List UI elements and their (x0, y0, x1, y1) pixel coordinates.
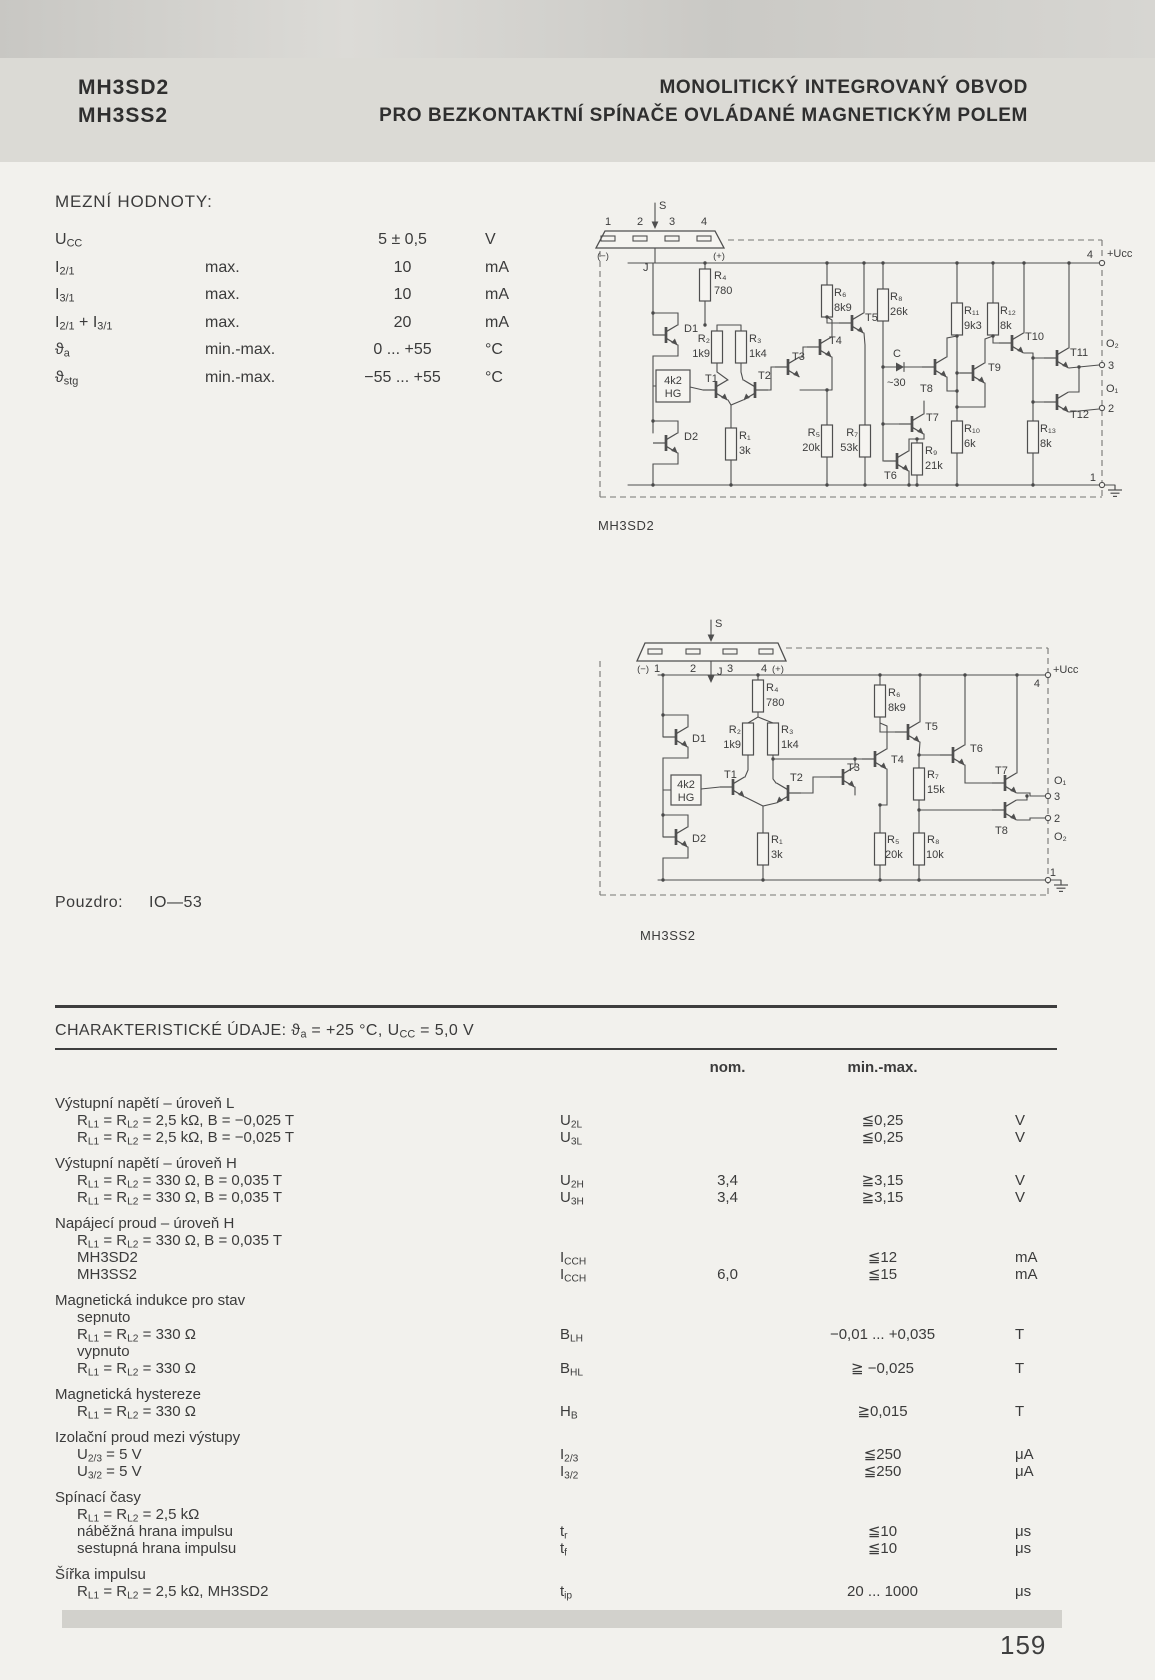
nom-value (675, 1343, 780, 1360)
section-header: Výstupní napětí – úroveň H (55, 1155, 237, 1172)
unit: V (1015, 1189, 1026, 1206)
condition: $R_{L1} = R_{L2} = 2,5$ kΩ, B = −0,025 T (77, 1112, 295, 1131)
table-row (55, 1463, 1065, 1480)
table-row (55, 1583, 1065, 1600)
column-header-nom: nom. (709, 1059, 746, 1076)
label-r13: R₁₃ (1040, 423, 1057, 435)
nom-value (675, 1326, 780, 1343)
page-title (379, 74, 1028, 130)
section-header: Magnetická hystereze (55, 1386, 201, 1403)
label-d1: D1 (684, 323, 699, 335)
section-header: Izolační proud mezi výstupy (55, 1429, 241, 1446)
table-row (55, 1506, 1065, 1523)
symbol: $t_f$ (560, 1540, 568, 1559)
label-plus: (+) (772, 664, 784, 675)
label-pin1: 1 (653, 663, 661, 675)
condition: $U_{3/2} = 5$ V (77, 1463, 142, 1482)
label-t3: T3 (847, 762, 860, 774)
minmax-value (780, 1506, 985, 1523)
label-t8: T8 (920, 383, 933, 395)
limits-table (55, 226, 575, 391)
nom-value (675, 1360, 780, 1377)
condition: sepnuto (77, 1309, 131, 1326)
minmax-value: ≧ −0,025 (850, 1360, 915, 1377)
symbol: $t_{ip}$ (560, 1583, 573, 1602)
symbol: $I_{2/3}$ (560, 1446, 579, 1465)
label-pin3: 3 (668, 216, 676, 228)
symbol: $I_{CCH}$ (560, 1249, 587, 1268)
table-row (55, 1403, 1065, 1420)
unit: T (1015, 1360, 1025, 1377)
nom-value (675, 1506, 780, 1523)
label-d2: D2 (684, 431, 699, 443)
condition: $R_{L1} = R_{L2} = 2,5$ kΩ, MH3SD2 (77, 1583, 269, 1602)
circuit-diagram-mh3sd2 (593, 195, 1138, 510)
minmax-value: ≦0,25 (861, 1112, 904, 1129)
label-t1: T1 (705, 373, 718, 385)
label-pin2: 2 (689, 663, 697, 675)
table-row (55, 1266, 1065, 1283)
symbol (560, 1232, 675, 1249)
section-header: Šířka impulsu (55, 1566, 146, 1583)
label-t4: T4 (829, 335, 842, 347)
minmax-value: ≧0,015 (857, 1403, 908, 1420)
label-j: J (717, 666, 723, 678)
symbol: $H_B$ (560, 1403, 578, 1422)
table-row (55, 1249, 1065, 1266)
limit-value: 5 ± 0,5 (378, 231, 427, 248)
limits-heading: MEZNÍ HODNOTY: (55, 192, 213, 211)
unit (985, 1232, 1065, 1249)
unit: V (1015, 1129, 1026, 1146)
condition: MH3SS2 (77, 1266, 138, 1283)
label-r3-value: 1k4 (749, 348, 767, 360)
nom-value: 3,4 (717, 1172, 738, 1189)
minmax-value (780, 1309, 985, 1326)
limit-qualifier: max. (205, 258, 240, 276)
label-r6-value: 8k9 (888, 702, 906, 714)
table-row (55, 1112, 1065, 1129)
table-row (55, 1232, 1065, 1249)
label-r10: R₁₀ (964, 423, 981, 435)
label-minus: (−) (597, 251, 609, 262)
label-r1: R₁ (739, 430, 751, 442)
label-ucc: +Ucc (1053, 664, 1079, 676)
minmax-value (780, 1232, 985, 1249)
limits-row (55, 281, 575, 309)
label-t2: T2 (790, 772, 803, 784)
nom-value (675, 1540, 780, 1557)
nom-value (675, 1249, 780, 1266)
condition: náběžná hrana impulsu (77, 1523, 233, 1540)
label-r4-value: 780 (766, 697, 785, 709)
minmax-value: ≦250 (863, 1463, 902, 1480)
label-r3: R₃ (749, 333, 762, 345)
label-r9-value: 21k (925, 460, 943, 472)
label-r2-value: 1k9 (692, 348, 710, 360)
label-hg-value: 4k2 (664, 375, 682, 387)
table-row (55, 1129, 1065, 1146)
condition: MH3SD2 (77, 1249, 138, 1266)
limit-symbol: $I_{2/1} + I_{3/1}$ (55, 313, 113, 333)
label-r9: R₉ (925, 445, 938, 457)
label-t1: T1 (724, 769, 737, 781)
symbol: $U_{3L}$ (560, 1129, 583, 1148)
label-s: S (659, 200, 667, 212)
limit-value: −55 ... +55 (364, 368, 441, 386)
unit: μA (1015, 1446, 1034, 1463)
limit-unit: mA (485, 313, 509, 331)
diagram2-caption: MH3SS2 (640, 928, 696, 943)
label-r8-value: 10k (926, 849, 944, 861)
label-t6: T6 (970, 743, 983, 755)
label-r4: R₄ (714, 270, 727, 282)
nom-value (675, 1403, 780, 1420)
label-r10-value: 6k (964, 438, 976, 450)
condition: $R_{L1} = R_{L2} = 330$ Ω (77, 1403, 196, 1422)
table-row (55, 1523, 1065, 1540)
condition: $R_{L1} = R_{L2} = 330$ Ω, B = 0,035 T (77, 1172, 283, 1191)
nom-value (675, 1523, 780, 1540)
package-label: Pouzdro: (55, 894, 124, 911)
condition: vypnuto (77, 1343, 130, 1360)
label-r5-value: 20k (802, 442, 820, 454)
nom-value (675, 1112, 780, 1129)
label-r5-value: 20k (885, 849, 903, 861)
divider (55, 1048, 1057, 1050)
condition: $R_{L1} = R_{L2} = 330$ Ω (77, 1326, 196, 1345)
label-pin1: 1 (604, 216, 612, 228)
table-row (55, 1309, 1065, 1326)
limit-symbol: $ϑ_a$ (55, 341, 70, 360)
package-line (55, 894, 202, 912)
label-ucc-pin: 4 (1086, 249, 1093, 261)
nom-value (675, 1583, 780, 1600)
label-n2: 2 (1108, 403, 1115, 415)
limits-row (55, 364, 575, 392)
symbol: $U_{2L}$ (560, 1112, 583, 1131)
unit (985, 1343, 1065, 1360)
unit: mA (1015, 1249, 1038, 1266)
diagram-border (600, 240, 1102, 497)
symbol: $I_{CCH}$ (560, 1266, 587, 1285)
label-r8: R₈ (890, 291, 903, 303)
label-ucc: +Ucc (1107, 248, 1133, 260)
label-r1-value: 3k (771, 849, 783, 861)
part-numbers (78, 74, 169, 130)
label-hg: HG (677, 792, 695, 804)
label-minus: (−) (637, 664, 649, 675)
minmax-value: ≦250 (863, 1446, 902, 1463)
label-t6: T6 (884, 470, 897, 482)
limit-symbol: $I_{2/1}$ (55, 258, 75, 278)
circuit-diagram-mh3ss2 (593, 565, 1138, 910)
section-header: Spínací časy (55, 1489, 141, 1506)
condition: $R_{L1} = R_{L2} = 2,5$ kΩ, B = −0,025 T (77, 1129, 295, 1148)
label-r7: R₇ (846, 427, 858, 439)
scan-artifact-bottom-bar (62, 1610, 1062, 1628)
label-r6: R₆ (834, 287, 847, 299)
label-r11-value: 9k3 (964, 320, 982, 332)
label-r13-value: 8k (1040, 438, 1052, 450)
label-d1: D1 (692, 733, 707, 745)
part-number-1: MH3SD2 (78, 76, 170, 99)
label-o2: O₂ (1106, 338, 1119, 350)
nom-value: 6,0 (717, 1266, 738, 1283)
label-r6-value: 8k9 (834, 302, 852, 314)
limits-row (55, 254, 575, 282)
limit-symbol: $U_{CC}$ (55, 231, 83, 250)
diagram1-caption: MH3SD2 (598, 518, 655, 533)
label-r12-value: 8k (1000, 320, 1012, 332)
symbol: $U_{2H}$ (560, 1172, 584, 1191)
label-t10: T10 (1025, 331, 1044, 343)
table-row (55, 1172, 1065, 1189)
label-plus: (+) (713, 251, 725, 262)
limit-unit: V (485, 231, 496, 248)
label-pin4: 4 (760, 663, 768, 675)
label-pin2: 2 (636, 216, 644, 228)
label-pin4: 4 (700, 216, 708, 228)
label-hg-value: 4k2 (677, 779, 695, 791)
label-pin3: 3 (726, 663, 734, 675)
unit (985, 1506, 1065, 1523)
limits-row (55, 309, 575, 337)
label-r3: R₃ (781, 724, 794, 736)
label-t7: T7 (995, 765, 1008, 777)
part-number-2: MH3SS2 (78, 104, 169, 127)
table-row (55, 1326, 1065, 1343)
limit-value: 0 ... +55 (373, 341, 432, 358)
limit-qualifier: min.-max. (205, 341, 276, 358)
symbol (560, 1309, 675, 1326)
nom-value (675, 1129, 780, 1146)
symbol (560, 1343, 675, 1360)
limit-symbol: $ϑ_{stg}$ (55, 368, 79, 388)
condition: sestupná hrana impulsu (77, 1540, 237, 1557)
limit-qualifier: max. (205, 286, 240, 303)
title-line-2: PRO BEZKONTAKTNÍ SPÍNAČE OVLÁDANÉ MAGNETICKÝM POLEM (379, 105, 1028, 126)
table-row (55, 1343, 1065, 1360)
limit-unit: mA (485, 258, 509, 276)
label-t2: T2 (758, 370, 771, 382)
limits-row (55, 336, 575, 364)
label-gnd-pin: 1 (1089, 472, 1096, 484)
limit-qualifier: min.-max. (205, 368, 276, 386)
label-r12: R₁₂ (1000, 305, 1016, 317)
unit: T (1015, 1326, 1025, 1343)
section-header: Napájecí proud – úroveň H (55, 1215, 235, 1232)
table-row (55, 1360, 1065, 1377)
minmax-value: −0,01 ... +0,035 (829, 1326, 936, 1343)
minmax-value: ≦10 (867, 1523, 898, 1540)
limit-qualifier (205, 226, 320, 254)
label-ucc-pin: 4 (1033, 678, 1040, 690)
limit-unit: mA (485, 286, 509, 303)
label-t8: T8 (995, 825, 1008, 837)
label-r2: R₂ (697, 333, 710, 345)
unit: V (1015, 1172, 1026, 1189)
label-o2: O₂ (1054, 831, 1067, 843)
label-t4: T4 (891, 754, 904, 766)
nom-value (675, 1232, 780, 1249)
nom-value (675, 1309, 780, 1326)
label-r6: R₆ (888, 687, 901, 699)
symbol (560, 1506, 675, 1523)
label-n3: 3 (1108, 360, 1115, 372)
label-r7: R₇ (927, 769, 939, 781)
condition: $R_{L1} = R_{L2} = 330$ Ω, B = 0,035 T (77, 1232, 283, 1251)
minmax-value: ≧3,15 (861, 1189, 904, 1206)
label-r1: R₁ (771, 834, 783, 846)
label-c-value: ~30 (887, 377, 906, 389)
characteristics-heading: CHARAKTERISTICKÉ ÚDAJE: $ϑ_a = +25$ °C, $U_{CC} = 5,0$ V (55, 1022, 475, 1041)
page-number: 159 (1000, 1630, 1047, 1660)
minmax-value: ≦12 (867, 1249, 898, 1266)
section-header: Výstupní napětí – úroveň L (55, 1095, 235, 1112)
symbol: $B_{HL}$ (560, 1360, 584, 1379)
label-t12: T12 (1070, 409, 1089, 421)
unit: T (1015, 1403, 1025, 1420)
minmax-value: ≧3,15 (861, 1172, 904, 1189)
limit-value: 10 (393, 258, 412, 276)
label-o1: O₁ (1054, 775, 1067, 787)
table-row (55, 1540, 1065, 1557)
label-t3: T3 (792, 351, 805, 363)
title-line-1: MONOLITICKÝ INTEGROVANÝ OBVOD (659, 77, 1028, 98)
label-j: J (643, 262, 649, 274)
unit: μs (1015, 1523, 1032, 1540)
unit: μA (1015, 1463, 1034, 1480)
symbol: $I_{3/2}$ (560, 1463, 579, 1482)
nom-value (675, 1446, 780, 1463)
label-gnd-pin: 1 (1049, 867, 1056, 879)
label-r8-value: 26k (890, 306, 908, 318)
unit (985, 1309, 1065, 1326)
label-r4: R₄ (766, 682, 779, 694)
condition: $R_{L1} = R_{L2} = 2,5$ kΩ (77, 1506, 200, 1525)
label-r5: R₅ (807, 427, 820, 439)
symbol: $t_r$ (560, 1523, 568, 1542)
label-hg: HG (664, 388, 682, 400)
label-r5: R₅ (887, 834, 900, 846)
table-row (55, 1189, 1065, 1206)
minmax-value: ≦0,25 (861, 1129, 904, 1146)
label-d2: D2 (692, 833, 707, 845)
column-header-minmax: min.-max. (847, 1059, 918, 1076)
minmax-value: ≦15 (867, 1266, 898, 1283)
label-r7-value: 15k (927, 784, 945, 796)
components (596, 231, 1122, 496)
table-row (55, 1446, 1065, 1463)
minmax-value (780, 1343, 985, 1360)
section-header: Magnetická indukce pro stav (55, 1292, 246, 1309)
label-r8: R₈ (927, 834, 940, 846)
label-s: S (715, 618, 723, 630)
limit-unit: °C (485, 341, 503, 358)
condition: $R_{L1} = R_{L2} = 330$ Ω (77, 1360, 196, 1379)
nom-value: 3,4 (717, 1189, 738, 1206)
label-n3: 3 (1054, 791, 1061, 803)
label-t5: T5 (865, 312, 878, 324)
condition: $U_{2/3} = 5$ V (77, 1446, 142, 1465)
label-t11: T11 (1070, 347, 1089, 359)
limit-value: 20 (393, 313, 412, 331)
label-o1: O₁ (1106, 383, 1119, 395)
label-r4-value: 780 (714, 285, 733, 297)
symbol: $U_{3H}$ (560, 1189, 584, 1208)
unit: μs (1015, 1583, 1032, 1600)
limit-qualifier: max. (205, 313, 240, 331)
limits-row (55, 226, 575, 254)
unit: μs (1015, 1540, 1032, 1557)
limit-unit: °C (485, 368, 503, 386)
nom-value (675, 1463, 780, 1480)
label-r2: R₂ (728, 724, 741, 736)
label-r11: R₁₁ (964, 305, 980, 317)
characteristics-table (55, 1086, 1065, 1600)
limit-value: 10 (393, 286, 412, 303)
label-c: C (893, 348, 901, 360)
minmax-value: ≦10 (867, 1540, 898, 1557)
condition: $R_{L1} = R_{L2} = 330$ Ω, B = 0,035 T (77, 1189, 283, 1208)
symbol: $B_{LH}$ (560, 1326, 584, 1345)
label-r1-value: 3k (739, 445, 751, 457)
divider (55, 1005, 1057, 1008)
label-r7-value: 53k (840, 442, 858, 454)
unit: V (1015, 1112, 1026, 1129)
label-t5: T5 (925, 721, 938, 733)
label-r3-value: 1k4 (781, 739, 799, 751)
package-value: IO—53 (149, 894, 203, 911)
limit-symbol: $I_{3/1}$ (55, 286, 75, 305)
label-n2: 2 (1054, 813, 1061, 825)
scan-artifact-top-band (0, 0, 1155, 58)
unit: mA (1015, 1266, 1038, 1283)
label-t7: T7 (926, 412, 939, 424)
label-r2-value: 1k9 (723, 739, 741, 751)
minmax-value: 20 ... 1000 (847, 1583, 918, 1600)
label-t9: T9 (988, 362, 1001, 374)
